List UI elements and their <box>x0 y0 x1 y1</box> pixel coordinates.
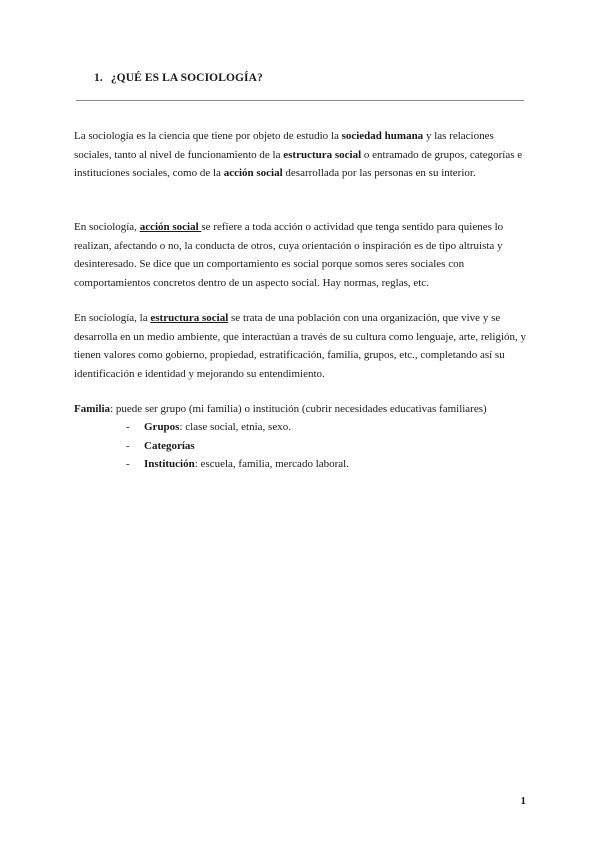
bold-term-accion-social: acción social <box>223 167 283 179</box>
bullet-list <box>126 418 349 474</box>
list-item-text: : clase social, etnia, sexo. <box>179 421 291 433</box>
list-item-label: Grupos <box>144 421 180 433</box>
list-item <box>126 418 349 437</box>
section-title: ¿QUÉ ES LA SOCIOLOGÍA? <box>110 72 263 84</box>
list-item <box>126 437 349 456</box>
dash-bullet: - <box>126 439 130 452</box>
bold-term-sociedad-humana: sociedad humana <box>341 130 424 142</box>
text-run: En sociología, la <box>74 312 151 324</box>
page-number: 1 <box>520 795 526 807</box>
paragraph-definition <box>74 127 528 183</box>
dash-bullet: - <box>126 421 130 433</box>
section-heading <box>94 72 263 84</box>
section-number: 1. <box>94 72 103 84</box>
list-item-label: Categorías <box>144 439 195 452</box>
bold-term-familia: Familia <box>74 403 111 415</box>
heading-divider <box>76 100 524 101</box>
text-run: desarrollada por las personas en su interior. <box>282 167 476 179</box>
text-run: se trata de una población con una organización, que vive y se desarrolla en un medio ambiente, que interactúan a través de su cultura como lenguaje, arte, religión, y tienen valores como gobierno, propiedad, estratificación, familia, grupos, etc., completando así su identificación e identidad y mejorando su entendimiento. <box>74 312 527 380</box>
text-run: y las relaciones sociales, tanto al nivel de funcionamiento de la <box>74 130 494 161</box>
list-item <box>126 455 349 474</box>
paragraph-accion-social <box>74 218 528 292</box>
underlined-term-estructura-social: estructura social <box>150 312 229 324</box>
dash-bullet: - <box>126 458 130 470</box>
list-item-text: : escuela, familia, mercado laboral. <box>194 458 349 470</box>
text-run: o entramado de grupos, categorías e instituciones sociales, como de la <box>74 148 523 179</box>
bold-term-estructura-social: estructura social <box>283 148 362 161</box>
text-run: se refiere a toda acción o actividad que tenga sentido para quienes lo realizan, afectando o no, la conducta de otros, cuya orientación o inspiración es de tipo altruista y desinteresado. Se dice que un comportamiento es social porque somos seres sociales con comportamientos concretos dentro de un aspecto social. Hay normas, reglas, etc. <box>74 221 504 289</box>
paragraph-familia <box>74 400 528 419</box>
list-item-label: Institución <box>144 458 195 470</box>
text-run: : puede ser grupo (mi familia) o institución (cubrir necesidades educativas familiares) <box>110 403 487 415</box>
paragraph-estructura-social <box>74 309 528 383</box>
text-run: En sociología, <box>74 221 140 233</box>
text-run: La sociología es la ciencia que tiene por objeto de estudio la <box>74 130 342 142</box>
underlined-term-accion-social: acción social <box>139 221 202 233</box>
